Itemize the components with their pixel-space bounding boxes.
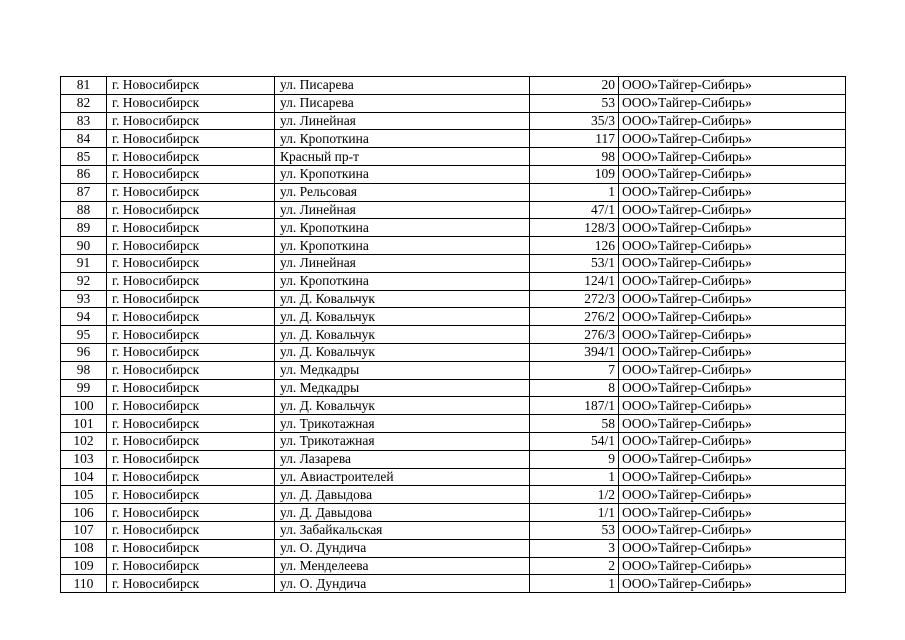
organization-cell: ООО»Тайгер-Сибирь» [619,486,846,504]
table-row [61,272,846,290]
street-cell: ул. Писарева [275,77,530,95]
organization-cell: ООО»Тайгер-Сибирь» [619,575,846,593]
row-number-cell: 83 [61,112,107,130]
row-number-cell: 87 [61,183,107,201]
house-number-cell: 126 [530,237,619,255]
row-number-cell: 99 [61,379,107,397]
house-number-cell: 276/2 [530,308,619,326]
row-number-cell: 82 [61,94,107,112]
organization-cell: ООО»Тайгер-Сибирь» [619,557,846,575]
row-number-cell: 88 [61,201,107,219]
city-cell: г. Новосибирск [107,557,275,575]
house-number-cell: 187/1 [530,397,619,415]
table-row [61,254,846,272]
table-row [61,130,846,148]
street-cell: ул. Авиастроителей [275,468,530,486]
city-cell: г. Новосибирск [107,468,275,486]
row-number-cell: 107 [61,521,107,539]
organization-cell: ООО»Тайгер-Сибирь» [619,290,846,308]
table-row [61,397,846,415]
house-number-cell: 53 [530,521,619,539]
table-row [61,468,846,486]
city-cell: г. Новосибирск [107,94,275,112]
city-cell: г. Новосибирск [107,415,275,433]
street-cell: ул. Д. Давыдова [275,504,530,522]
street-cell: ул. Кропоткина [275,219,530,237]
street-cell: ул. Кропоткина [275,237,530,255]
city-cell: г. Новосибирск [107,379,275,397]
organization-cell: ООО»Тайгер-Сибирь» [619,308,846,326]
street-cell: ул. Д. Ковальчук [275,326,530,344]
street-cell: ул. Писарева [275,94,530,112]
table-row [61,201,846,219]
city-cell: г. Новосибирск [107,361,275,379]
city-cell: г. Новосибирск [107,290,275,308]
city-cell: г. Новосибирск [107,521,275,539]
table-row [61,504,846,522]
table-row [61,361,846,379]
street-cell: ул. Д. Ковальчук [275,290,530,308]
table-row [61,379,846,397]
city-cell: г. Новосибирск [107,343,275,361]
city-cell: г. Новосибирск [107,112,275,130]
organization-cell: ООО»Тайгер-Сибирь» [619,415,846,433]
house-number-cell: 272/3 [530,290,619,308]
city-cell: г. Новосибирск [107,219,275,237]
city-cell: г. Новосибирск [107,165,275,183]
house-number-cell: 3 [530,539,619,557]
city-cell: г. Новосибирск [107,575,275,593]
house-number-cell: 1 [530,468,619,486]
row-number-cell: 110 [61,575,107,593]
house-number-cell: 124/1 [530,272,619,290]
table-row [61,77,846,95]
row-number-cell: 109 [61,557,107,575]
house-number-cell: 58 [530,415,619,433]
row-number-cell: 98 [61,361,107,379]
house-number-cell: 20 [530,77,619,95]
table-row [61,486,846,504]
street-cell: ул. Забайкальская [275,521,530,539]
house-number-cell: 35/3 [530,112,619,130]
city-cell: г. Новосибирск [107,432,275,450]
street-cell: ул. О. Дундича [275,539,530,557]
street-cell: ул. Д. Давыдова [275,486,530,504]
house-number-cell: 47/1 [530,201,619,219]
house-number-cell: 1 [530,183,619,201]
city-cell: г. Новосибирск [107,397,275,415]
city-cell: г. Новосибирск [107,486,275,504]
organization-cell: ООО»Тайгер-Сибирь» [619,94,846,112]
organization-cell: ООО»Тайгер-Сибирь» [619,539,846,557]
street-cell: ул. Д. Ковальчук [275,343,530,361]
table-row [61,557,846,575]
table-row [61,165,846,183]
table-row [61,343,846,361]
organization-cell: ООО»Тайгер-Сибирь» [619,272,846,290]
city-cell: г. Новосибирск [107,77,275,95]
city-cell: г. Новосибирск [107,450,275,468]
city-cell: г. Новосибирск [107,237,275,255]
table-row [61,112,846,130]
table-row [61,219,846,237]
table-row [61,94,846,112]
house-number-cell: 1 [530,575,619,593]
house-number-cell: 9 [530,450,619,468]
street-cell: ул. Д. Ковальчук [275,308,530,326]
city-cell: г. Новосибирск [107,308,275,326]
row-number-cell: 101 [61,415,107,433]
organization-cell: ООО»Тайгер-Сибирь» [619,148,846,166]
organization-cell: ООО»Тайгер-Сибирь» [619,112,846,130]
street-cell: ул. Кропоткина [275,165,530,183]
row-number-cell: 91 [61,254,107,272]
row-number-cell: 102 [61,432,107,450]
house-number-cell: 8 [530,379,619,397]
row-number-cell: 103 [61,450,107,468]
table-row [61,237,846,255]
street-cell: ул. Трикотажная [275,432,530,450]
row-number-cell: 81 [61,77,107,95]
street-cell: ул. Медкадры [275,361,530,379]
city-cell: г. Новосибирск [107,254,275,272]
street-cell: ул. Медкадры [275,379,530,397]
city-cell: г. Новосибирск [107,130,275,148]
organization-cell: ООО»Тайгер-Сибирь» [619,165,846,183]
house-number-cell: 98 [530,148,619,166]
table-row [61,326,846,344]
city-cell: г. Новосибирск [107,201,275,219]
organization-cell: ООО»Тайгер-Сибирь» [619,361,846,379]
house-number-cell: 394/1 [530,343,619,361]
street-cell: ул. Кропоткина [275,272,530,290]
organization-cell: ООО»Тайгер-Сибирь» [619,201,846,219]
address-table-body [61,77,846,593]
city-cell: г. Новосибирск [107,539,275,557]
house-number-cell: 54/1 [530,432,619,450]
organization-cell: ООО»Тайгер-Сибирь» [619,521,846,539]
row-number-cell: 89 [61,219,107,237]
organization-cell: ООО»Тайгер-Сибирь» [619,130,846,148]
street-cell: ул. Лазарева [275,450,530,468]
street-cell: ул. О. Дундича [275,575,530,593]
table-row [61,308,846,326]
city-cell: г. Новосибирск [107,504,275,522]
table-row [61,415,846,433]
row-number-cell: 96 [61,343,107,361]
table-row [61,539,846,557]
organization-cell: ООО»Тайгер-Сибирь» [619,326,846,344]
house-number-cell: 117 [530,130,619,148]
table-row [61,183,846,201]
house-number-cell: 1/1 [530,504,619,522]
row-number-cell: 93 [61,290,107,308]
row-number-cell: 90 [61,237,107,255]
address-table [60,76,846,593]
organization-cell: ООО»Тайгер-Сибирь» [619,237,846,255]
house-number-cell: 7 [530,361,619,379]
row-number-cell: 108 [61,539,107,557]
house-number-cell: 128/3 [530,219,619,237]
table-row [61,575,846,593]
street-cell: ул. Трикотажная [275,415,530,433]
row-number-cell: 92 [61,272,107,290]
street-cell: ул. Рельсовая [275,183,530,201]
row-number-cell: 105 [61,486,107,504]
city-cell: г. Новосибирск [107,183,275,201]
street-cell: ул. Кропоткина [275,130,530,148]
table-row [61,148,846,166]
organization-cell: ООО»Тайгер-Сибирь» [619,504,846,522]
city-cell: г. Новосибирск [107,326,275,344]
organization-cell: ООО»Тайгер-Сибирь» [619,254,846,272]
house-number-cell: 109 [530,165,619,183]
street-cell: ул. Менделеева [275,557,530,575]
city-cell: г. Новосибирск [107,148,275,166]
organization-cell: ООО»Тайгер-Сибирь» [619,183,846,201]
house-number-cell: 53/1 [530,254,619,272]
organization-cell: ООО»Тайгер-Сибирь» [619,468,846,486]
organization-cell: ООО»Тайгер-Сибирь» [619,219,846,237]
table-row [61,290,846,308]
row-number-cell: 100 [61,397,107,415]
city-cell: г. Новосибирск [107,272,275,290]
house-number-cell: 1/2 [530,486,619,504]
row-number-cell: 106 [61,504,107,522]
organization-cell: ООО»Тайгер-Сибирь» [619,450,846,468]
organization-cell: ООО»Тайгер-Сибирь» [619,343,846,361]
table-row [61,450,846,468]
organization-cell: ООО»Тайгер-Сибирь» [619,77,846,95]
house-number-cell: 276/3 [530,326,619,344]
organization-cell: ООО»Тайгер-Сибирь» [619,397,846,415]
street-cell: ул. Линейная [275,112,530,130]
organization-cell: ООО»Тайгер-Сибирь» [619,432,846,450]
street-cell: ул. Линейная [275,201,530,219]
house-number-cell: 2 [530,557,619,575]
street-cell: ул. Д. Ковальчук [275,397,530,415]
row-number-cell: 95 [61,326,107,344]
row-number-cell: 86 [61,165,107,183]
table-row [61,521,846,539]
row-number-cell: 84 [61,130,107,148]
table-row [61,432,846,450]
street-cell: ул. Линейная [275,254,530,272]
organization-cell: ООО»Тайгер-Сибирь» [619,379,846,397]
street-cell: Красный пр-т [275,148,530,166]
row-number-cell: 104 [61,468,107,486]
house-number-cell: 53 [530,94,619,112]
row-number-cell: 85 [61,148,107,166]
row-number-cell: 94 [61,308,107,326]
